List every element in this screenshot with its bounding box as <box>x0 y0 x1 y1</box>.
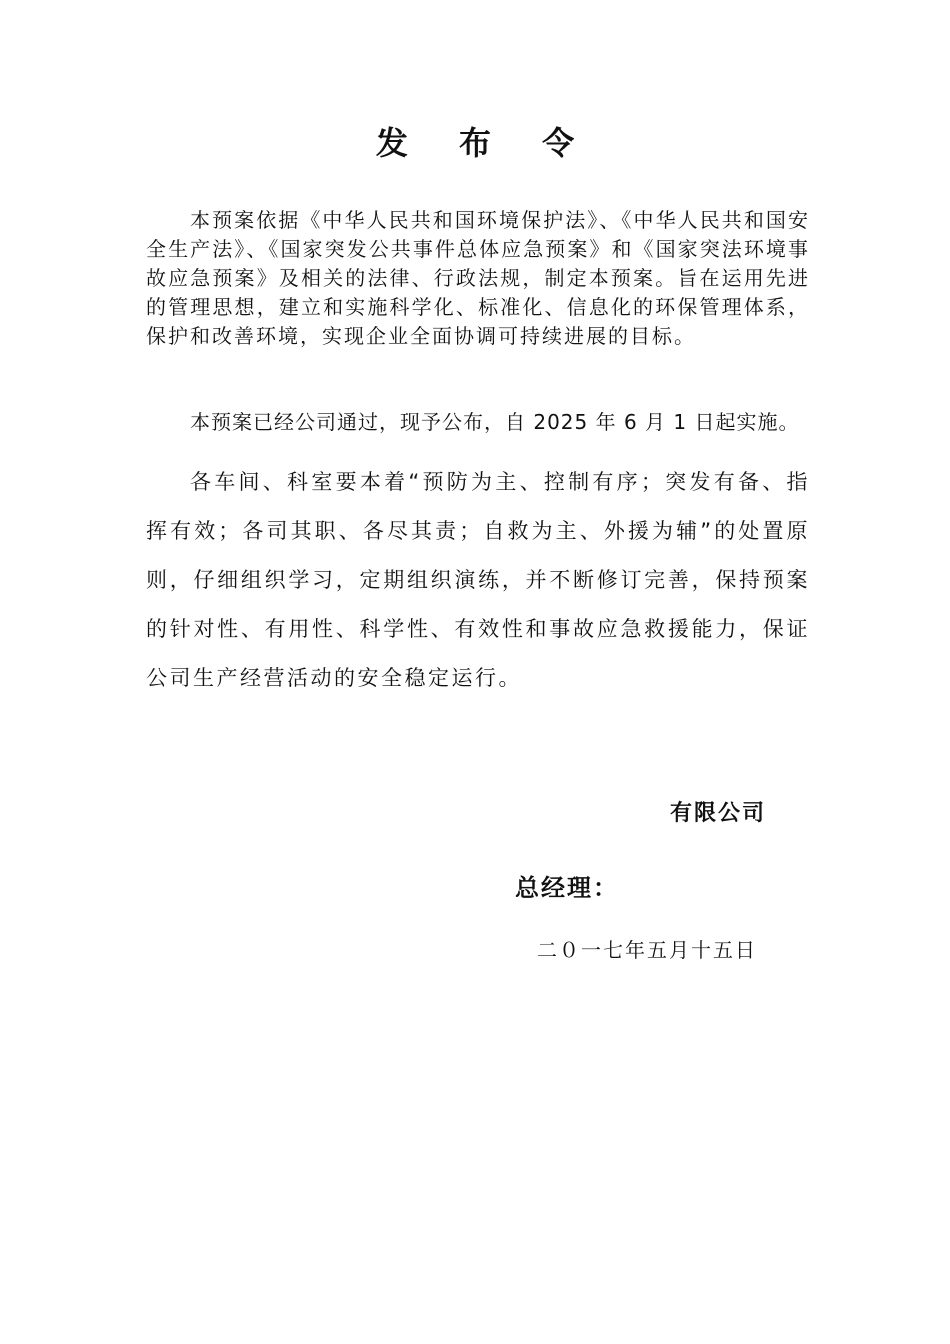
paragraph-effective-date: 本预案已经公司通过，现予公布，自 2025 年 6 月 1 日起实施。 <box>190 410 800 434</box>
general-manager-label: 总经理： <box>515 874 619 902</box>
document-title: 发 布 令 <box>375 124 595 162</box>
signature-date: 二０一七年五月十五日 <box>537 938 757 962</box>
company-name: 有限公司 <box>670 801 767 826</box>
paragraph-legal-basis: 本预案依据《中华人民共和国环境保护法》、《中华人民共和国安全生产法》、《国家突发公共事件总体应急预案》和《国家突法环境事故应急预案》及相关的法律、行政法规，制定本预案。旨在运用先进的管理思想，建立和实施科学化、标准化、信息化的环保管理体系，保护和改善环境，实现企业全面协调可持续进展的目标。 <box>146 208 810 348</box>
paragraph-principles: 各车间、科室要本着“预防为主、控制有序；突发有备、指挥有效；各司其职、各尽其责；自救为主、外援为辅”的处置原则，仔细组织学习，定期组织演练，并不断修订完善，保持预案的针对性、有用性、科学性、有效性和事故应急救援能力，保证公司生产经营活动的安全稳定运行。 <box>146 470 810 690</box>
